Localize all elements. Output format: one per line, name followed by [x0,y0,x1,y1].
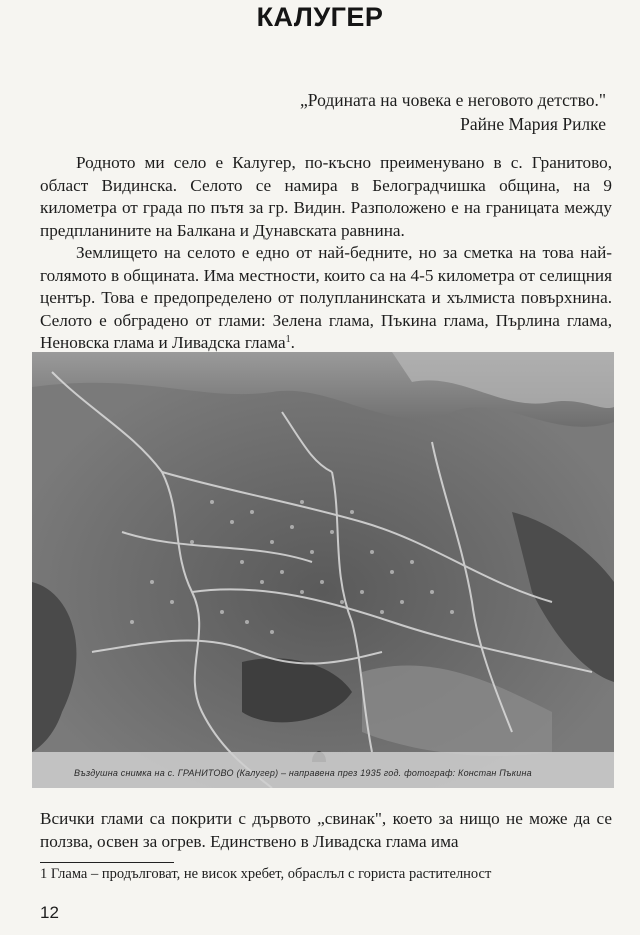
epigraph [166,88,606,136]
body-paragraph: Родното ми село е Калугер, по-късно преименувано в с. Гранитово, област Видинска. Селото се намира в Белоградчишка община, на 9 километра от града по пътя за гр. Видин. Разположено е на границата между предпланините на Балкана и Дунавската равнина. [40,153,612,240]
body-paragraph: Землището на селото е едно от най-бедните, но за сметка на това най-голямото в общината. Има местности, които са на 4-5 километра от селищния център. Това е предопределено от полупланинската и хълмиста повърхнина. Селото е обградено от глами: Зелена глама, Пъкина глама, Пърлина глама, Неновска глама и Ливадска глама$^1$. [40,243,612,352]
epigraph-author: Райне Мария Рилке [460,114,606,134]
aerial-photo-image [32,352,614,788]
footnote-marker: 1 [285,334,291,345]
footnote-separator [40,862,174,863]
paragraph-text: Землището на селото е едно от най-бедните, но за сметка на това най-голямото в общината. Има местности, които са на 4-5 километра от селищния център. Това е предопределено от полупланинската и хълмиста повърхнина. Селото е обградено от глами: Зелена глама, Пъкина глама, Пърлина глама, Неновска глама и Ливадска глама [40,243,612,352]
body-paragraph: Всички глами са покрити с дървото „свинак", което за нищо не може да се ползва, освен за огрев. Единствено в Ливадска глама има [40,809,612,851]
page-number: 12 [40,903,59,922]
aerial-photo [32,352,614,788]
photo-caption: Въздушна снимка на с. ГРАНИТОВО (Калугер) – направена през 1935 год. фотограф: Констан Пъкина [74,768,532,778]
chapter-title: КАЛУГЕР [256,2,384,32]
footnote: 1 Глама – продълговат, не висок хребет, обраслъл с гориста растителност [40,866,492,882]
epigraph-quote: „Родината на човека е неговото детство." [300,90,606,110]
